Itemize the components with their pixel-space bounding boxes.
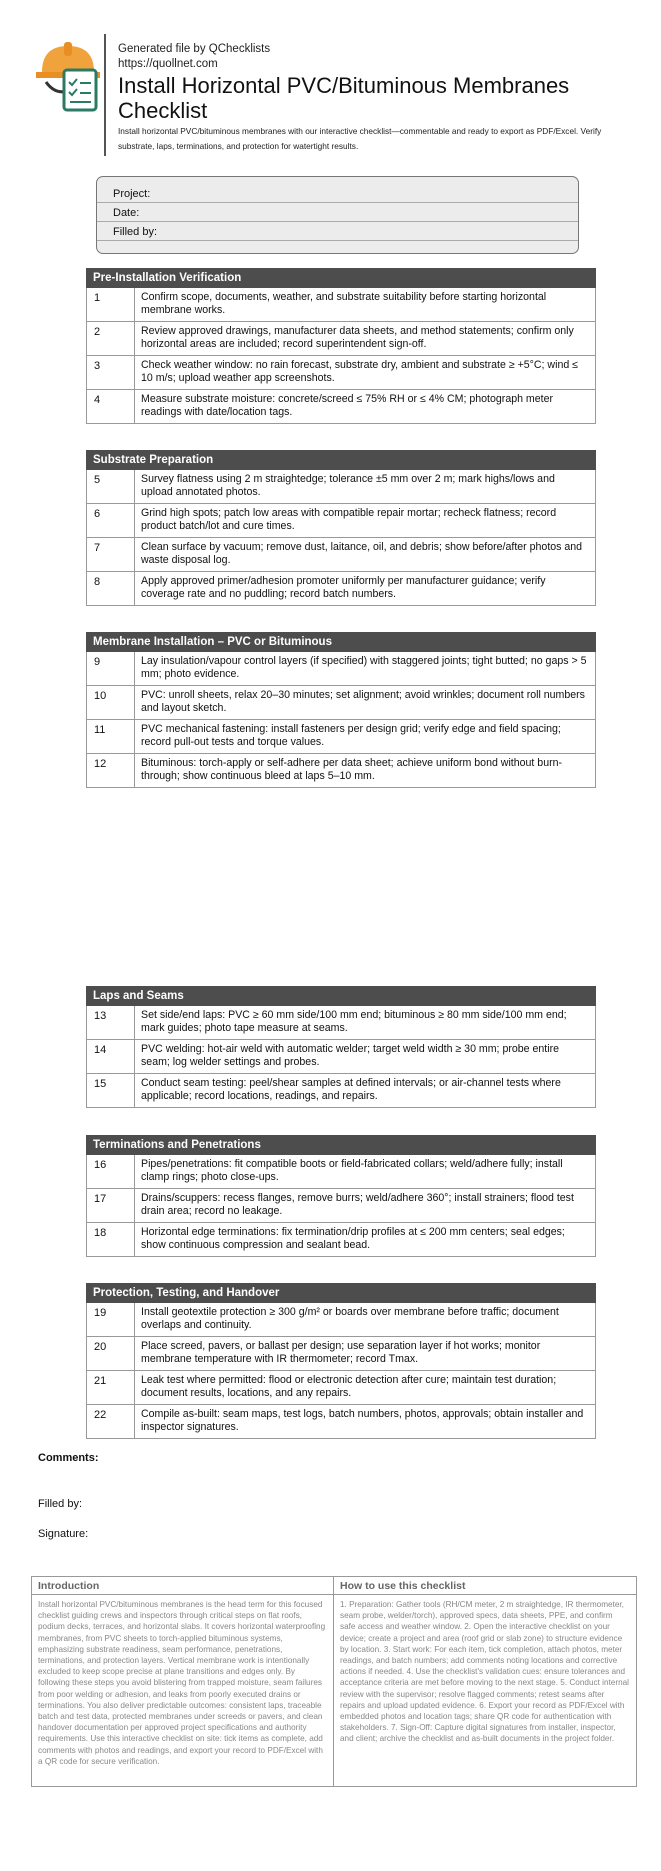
- item-text: Survey flatness using 2 m straightedge; tolerance ±5 mm over 2 m; mark highs/lows and upload annotated photos.: [141, 473, 555, 498]
- item-number: 7: [87, 538, 135, 571]
- source-url[interactable]: https://quollnet.com: [118, 58, 218, 70]
- item-text: PVC welding: hot-air weld with automatic welder; target weld width ≥ 30 mm; probe entire seam; log welder settings and probes.: [141, 1043, 559, 1068]
- item-number: 21: [87, 1371, 135, 1404]
- introduction-text: Install horizontal PVC/bituminous membranes is the head term for this focused checklist guiding crews and inspectors through critical steps on flat roofs, podium decks, terraces, and horizontal slabs. It covers horizontal waterproofing membranes, from PVC sheets to torch-applied bituminous systems, emphasizing substrate readiness, seam performance, penetrations, terminations, and protection layers. Vertical membrane work is intentionally excluded to keep scope precise at plane transitions and edges only. By following these steps you avoid blistering from trapped moisture, seam failures from poor welding or adhesion, and leaks from poorly executed drains or terminations. You also deliver predictable outcomes: consistent laps, traceable batch and test data, protected membranes under screeds or pavers, and clean handover documentation per approved project specifications and authority requirements. Use this interactive checklist on site: tick items as complete, add comments with photos and readings, and export your record to PDF/Excel with a QR code for secure verification.: [38, 1600, 326, 1766]
- item-number: 17: [87, 1189, 135, 1222]
- checklist-item[interactable]: [86, 1155, 596, 1189]
- item-number: 10: [87, 686, 135, 719]
- checklist-item[interactable]: [86, 754, 596, 788]
- item-number: 18: [87, 1223, 135, 1256]
- item-text: Apply approved primer/adhesion promoter uniformly per manufacturer guidance; verify coverage rate and no puddling; record batch numbers.: [141, 575, 546, 600]
- checklist-item[interactable]: [86, 356, 596, 390]
- checklist-item[interactable]: [86, 1303, 596, 1337]
- checklist-item[interactable]: [86, 1405, 596, 1439]
- introduction-column: [32, 1577, 334, 1786]
- item-number: 12: [87, 754, 135, 787]
- how-to-column: [334, 1577, 636, 1786]
- item-number: 1: [87, 288, 135, 321]
- checklist-item[interactable]: [86, 538, 596, 572]
- footer-info-table: [31, 1576, 637, 1787]
- item-text: Confirm scope, documents, weather, and substrate suitability before starting horizontal membrane works.: [141, 291, 547, 316]
- generated-by-text: Generated file by QChecklists: [118, 43, 271, 55]
- how-to-text: 1. Preparation: Gather tools (RH/CM meter, 2 m straightedge, IR thermometer, seam probe, welder/torch), approved specs, data sheets, PPE, and confirm safe access and weather window. 2. Open the interactive checklist on your device; create a project and area (roof grid or slab zone) to structure evidence by location. 3. Start work: For each item, tick completion, attach photos, meter readings, and batch numbers; add comments noting locations and corrective actions if needed. 4. Use the checklist's validation cues: ensure tolerances and acceptance criteria are met before moving to the next stage. 5. Conduct internal review with the supervisor; resolve flagged comments; retest seams after repairs and upload updated evidence. 6. Export your record as PDF/Excel with embedded photos and location tags; share QR code for authentication with stakeholders. 7. Sign-Off: Capture digital signatures from installer, inspector, and client; archive the checklist and as-built documents in the project folder.: [340, 1600, 629, 1744]
- item-text: Leak test where permitted: flood or electronic detection after cure; maintain test duration; document results, locations, and any repairs.: [141, 1374, 557, 1399]
- checklist-section: [86, 450, 596, 606]
- item-number: 19: [87, 1303, 135, 1336]
- checklist-item[interactable]: [86, 1337, 596, 1371]
- section-header: Substrate Preparation: [86, 450, 596, 470]
- checklist-item[interactable]: [86, 390, 596, 424]
- checklist-section: [86, 1283, 596, 1439]
- project-field[interactable]: Project:: [97, 185, 578, 203]
- item-text: Install geotextile protection ≥ 300 g/m² or boards over membrane before traffic; document overlaps and continuity.: [141, 1306, 559, 1331]
- checklist-item[interactable]: [86, 288, 596, 322]
- signature-label: Signature:: [38, 1528, 89, 1540]
- checklist-item[interactable]: [86, 1006, 596, 1040]
- item-number: 14: [87, 1040, 135, 1073]
- checklist-item[interactable]: [86, 1074, 596, 1108]
- checklist-item[interactable]: [86, 720, 596, 754]
- section-header: Terminations and Penetrations: [86, 1135, 596, 1155]
- section-header: Pre-Installation Verification: [86, 268, 596, 288]
- item-text: Check weather window: no rain forecast, substrate dry, ambient and substrate ≥ +5°C; wind ≤ 10 m/s; upload weather app screenshots.: [141, 359, 578, 384]
- item-text: Bituminous: torch-apply or self-adhere per data sheet; achieve uniform bond without burn-through; show continuous bleed at laps 5–10 mm.: [141, 757, 563, 782]
- item-text: Measure substrate moisture: concrete/screed ≤ 75% RH or ≤ 4% CM; photograph meter readings with date/location tags.: [141, 393, 554, 418]
- header-divider: [104, 34, 106, 156]
- item-number: 15: [87, 1074, 135, 1107]
- checklist-section: [86, 268, 596, 424]
- checklist-section: [86, 1135, 596, 1257]
- item-text: Compile as-built: seam maps, test logs, batch numbers, photos, approvals; obtain installer and inspector signatures.: [141, 1408, 584, 1433]
- item-number: 16: [87, 1155, 135, 1188]
- item-text: Clean surface by vacuum; remove dust, laitance, oil, and debris; show before/after photos and waste disposal log.: [141, 541, 583, 566]
- how-to-heading: How to use this checklist: [334, 1577, 636, 1595]
- introduction-heading: Introduction: [32, 1577, 333, 1595]
- date-field[interactable]: Date:: [97, 204, 578, 222]
- item-text: PVC mechanical fastening: install fasteners per design grid; verify edge and field spacing; record pull-out tests and torque values.: [141, 723, 561, 748]
- item-number: 20: [87, 1337, 135, 1370]
- checklist-item[interactable]: [86, 470, 596, 504]
- checklist-item[interactable]: [86, 322, 596, 356]
- item-number: 4: [87, 390, 135, 423]
- document-header: [34, 34, 634, 156]
- section-header: Membrane Installation – PVC or Bituminous: [86, 632, 596, 652]
- item-text: Pipes/penetrations: fit compatible boots or field-fabricated collars; weld/adhere fully; install clamp rings; photo close-ups.: [141, 1158, 563, 1183]
- checklist-item[interactable]: [86, 686, 596, 720]
- section-header: Protection, Testing, and Handover: [86, 1283, 596, 1303]
- item-number: 11: [87, 720, 135, 753]
- item-number: 3: [87, 356, 135, 389]
- item-text: Horizontal edge terminations: fix termination/drip profiles at ≤ 200 mm centers; seal edges; show continuous compression and sealant bead.: [141, 1226, 565, 1251]
- checklist-item[interactable]: [86, 1040, 596, 1074]
- item-text: Drains/scuppers: recess flanges, remove burrs; weld/adhere 360°; install strainers; flood test drain area; record no leakage.: [141, 1192, 574, 1217]
- item-number: 8: [87, 572, 135, 605]
- helmet-checklist-logo: [34, 38, 102, 112]
- document-title: Install Horizontal PVC/Bituminous Membranes Checklist: [118, 73, 570, 123]
- checklist-item[interactable]: [86, 1223, 596, 1257]
- item-text: Review approved drawings, manufacturer data sheets, and method statements; confirm only horizontal areas are included; record superintendent sign-off.: [141, 325, 574, 350]
- item-number: 6: [87, 504, 135, 537]
- item-text: Set side/end laps: PVC ≥ 60 mm side/100 mm end; bituminous ≥ 80 mm side/100 mm end; mark guides; photo tape measure at seams.: [141, 1009, 567, 1034]
- checklist-item[interactable]: [86, 504, 596, 538]
- item-text: Lay insulation/vapour control layers (if specified) with staggered joints; tight butted; no gaps > 5 mm; photo evidence.: [141, 655, 587, 680]
- item-number: 2: [87, 322, 135, 355]
- section-header: Laps and Seams: [86, 986, 596, 1006]
- checklist-item[interactable]: [86, 572, 596, 606]
- filled-by-label: Filled by:: [38, 1498, 83, 1510]
- checklist-item[interactable]: [86, 1189, 596, 1223]
- item-number: 22: [87, 1405, 135, 1438]
- filled-by-field[interactable]: Filled by:: [97, 223, 578, 241]
- project-info-box: [96, 176, 579, 254]
- item-text: Place screed, pavers, or ballast per design; use separation layer if hot works; monitor membrane temperature with IR thermometer; record Tmax.: [141, 1340, 541, 1365]
- item-text: Grind high spots; patch low areas with compatible repair mortar; recheck flatness; record product batch/lot and cure times.: [141, 507, 557, 532]
- item-number: 5: [87, 470, 135, 503]
- checklist-item[interactable]: [86, 1371, 596, 1405]
- document-subtitle: Install horizontal PVC/bituminous membranes with our interactive checklist—commentable and ready to export as PDF/Excel. Verify substrate, laps, terminations, and protection for watertight results.: [118, 126, 602, 151]
- item-number: 13: [87, 1006, 135, 1039]
- item-text: PVC: unroll sheets, relax 20–30 minutes; set alignment; avoid wrinkles; document roll numbers and layout sketch.: [141, 689, 585, 714]
- item-text: Conduct seam testing: peel/shear samples at defined intervals; or air-channel tests where applicable; record locations, readings, and repairs.: [141, 1077, 561, 1102]
- checklist-section: [86, 986, 596, 1108]
- checklist-item[interactable]: [86, 652, 596, 686]
- item-number: 9: [87, 652, 135, 685]
- checklist-section: [86, 632, 596, 788]
- comments-label: Comments:: [38, 1452, 99, 1464]
